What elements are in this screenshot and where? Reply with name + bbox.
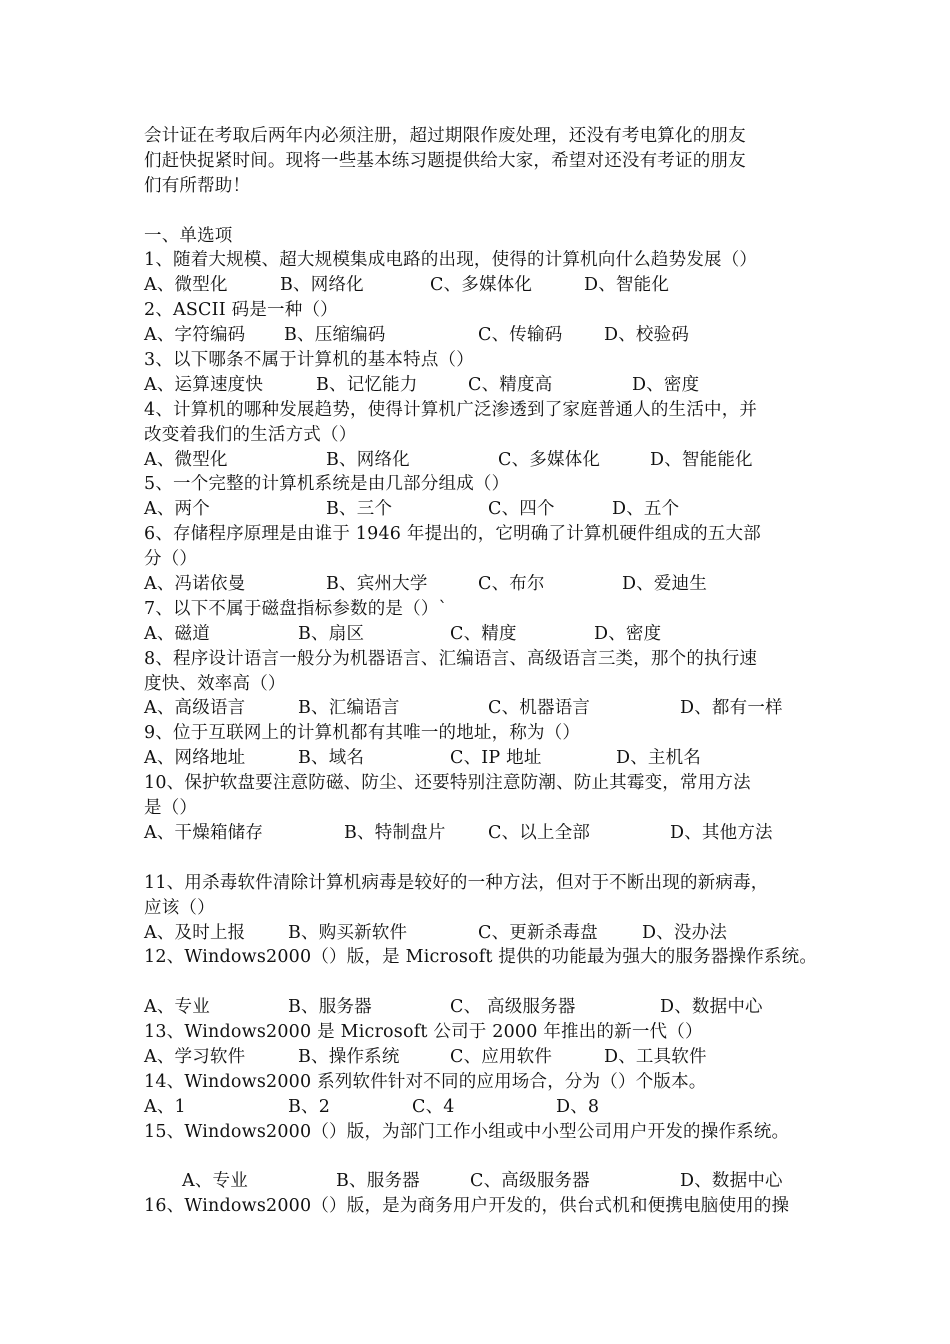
intro-line: 会计证在考取后两年内必须注册，超过期限作废处理，还没有考电算化的朋友: [144, 126, 746, 146]
option-row: [144, 921, 824, 946]
option-d: D、五个: [612, 499, 680, 520]
question-text: 8、程序设计语言一般分为机器语言、汇编语言、高级语言三类，那个的执行速: [144, 648, 758, 669]
question-text: 6、存储程序原理是由谁于 1946 年提出的，它明确了计算机硬件组成的五大部: [144, 524, 761, 545]
question-text: 分（）: [144, 549, 198, 570]
option-row: [144, 746, 824, 771]
option-row: [144, 273, 824, 298]
option-c: C、精度: [450, 623, 517, 644]
question-text: 9、位于互联网上的计算机都有其唯一的地址，称为（）: [144, 723, 581, 744]
question-text: 10、保护软盘要注意防磁、防尘、还要特别注意防潮、防止其霉变，常用方法: [144, 773, 751, 794]
option-b: B、扇区: [298, 623, 365, 644]
option-d: D、其他方法: [670, 822, 773, 843]
option-c: C、传输码: [478, 325, 563, 346]
option-a: A、两个: [144, 499, 210, 520]
option-a: A、专业: [182, 1171, 248, 1192]
option-d: D、密度: [632, 374, 700, 395]
option-a: A、冯诺依曼: [144, 574, 246, 595]
option-a: A、微型化: [144, 449, 228, 470]
option-row: [144, 1045, 824, 1070]
option-d: D、爱迪生: [622, 574, 708, 595]
option-a: A、微型化: [144, 275, 228, 296]
option-d: D、主机名: [616, 748, 702, 769]
option-row: [144, 1169, 824, 1194]
option-row: [144, 572, 824, 597]
option-c: C、以上全部: [488, 822, 591, 843]
option-a: A、高级语言: [144, 698, 246, 719]
option-b: B、网络化: [326, 449, 410, 470]
question-text: 度快、效率高（）: [144, 673, 286, 694]
option-a: A、字符编码: [144, 325, 246, 346]
option-row: [144, 622, 824, 647]
question-text: 12、Windows2000（）版，是 Microsoft 提供的功能最为强大的服务器操作系统。: [144, 947, 818, 968]
option-b: B、2: [288, 1096, 331, 1117]
document-body: [144, 124, 824, 1219]
blank-line: [144, 1145, 824, 1170]
question-text: 11、用杀毒软件清除计算机病毒是较好的一种方法，但对于不断出现的新病毒，: [144, 872, 769, 893]
option-b: B、服务器: [288, 997, 372, 1018]
question-text: 1、随着大规模、超大规模集成电路的出现，使得的计算机向什么趋势发展（）: [144, 250, 758, 271]
question-text: 4、计算机的哪种发展趋势，使得计算机广泛渗透到了家庭普通人的生活中，并: [144, 399, 758, 420]
option-d: D、数据中心: [660, 997, 763, 1018]
option-c: C、机器语言: [488, 698, 591, 719]
question-text: 改变着我们的生活方式（）: [144, 424, 357, 445]
option-row: [144, 696, 824, 721]
option-b: B、宾州大学: [326, 574, 428, 595]
question-text: 14、Windows2000 系列软件针对不同的应用场合，分为（）个版本。: [144, 1071, 707, 1092]
option-c: C、四个: [488, 499, 555, 520]
option-d: D、8: [556, 1096, 600, 1117]
intro-line: 们有所帮助！: [144, 175, 251, 196]
question-text: 16、Windows2000（）版，是为商务用户开发的，供台式机和便携电脑使用的操: [144, 1196, 790, 1217]
option-b: B、汇编语言: [298, 698, 400, 719]
option-b: B、特制盘片: [344, 822, 446, 843]
question-text: 5、一个完整的计算机系统是由几部分组成（）: [144, 474, 510, 495]
option-b: B、服务器: [336, 1171, 420, 1192]
question-text: 应该（）: [144, 897, 215, 918]
option-a: A、干燥箱储存: [144, 822, 264, 843]
option-d: D、密度: [594, 623, 662, 644]
option-a: A、学习软件: [144, 1046, 246, 1067]
option-a: A、网络地址: [144, 748, 246, 769]
option-c: C、多媒体化: [430, 275, 533, 296]
option-row: [144, 1095, 824, 1120]
option-c: C、应用软件: [450, 1046, 553, 1067]
option-a: A、运算速度快: [144, 374, 264, 395]
option-c: C、多媒体化: [498, 449, 601, 470]
option-d: D、没办法: [642, 922, 728, 943]
option-row: [144, 821, 824, 846]
option-row: [144, 323, 824, 348]
option-d: D、校验码: [604, 325, 690, 346]
section-title: 一、单选项: [144, 225, 233, 246]
question-text: 15、Windows2000（）版，为部门工作小组或中小型公司用户开发的操作系统。: [144, 1121, 790, 1142]
option-c: C、IP 地址: [450, 748, 542, 769]
question-text: 7、以下不属于磁盘指标参数的是（）`: [144, 598, 448, 619]
option-d: D、工具软件: [604, 1046, 707, 1067]
option-b: B、记忆能力: [316, 374, 418, 395]
option-b: B、网络化: [280, 275, 364, 296]
option-row: [144, 497, 824, 522]
option-a: A、1: [144, 1096, 186, 1117]
blank-line: [144, 846, 824, 871]
option-c: C、4: [412, 1096, 455, 1117]
option-c: C、 高级服务器: [450, 997, 576, 1018]
question-text: 是（）: [144, 798, 198, 819]
option-b: B、购买新软件: [288, 922, 408, 943]
intro-line: 们赶快捉紧时间。现将一些基本练习题提供给大家，希望对还没有考证的朋友: [144, 150, 746, 171]
option-c: C、布尔: [478, 574, 545, 595]
question-text: 13、Windows2000 是 Microsoft 公司于 2000 年推出的新一代（）: [144, 1022, 703, 1043]
option-row: [144, 373, 824, 398]
option-d: D、都有一样: [680, 698, 783, 719]
option-d: D、智能能化: [650, 449, 753, 470]
option-c: C、更新杀毒盘: [478, 922, 598, 943]
option-a: A、磁道: [144, 623, 210, 644]
question-text: 3、以下哪条不属于计算机的基本特点（）: [144, 350, 474, 371]
option-b: B、三个: [326, 499, 393, 520]
option-b: B、域名: [298, 748, 365, 769]
option-c: C、精度高: [468, 374, 553, 395]
option-d: D、智能化: [584, 275, 670, 296]
option-c: C、高级服务器: [470, 1171, 590, 1192]
option-row: [144, 448, 824, 473]
option-b: B、操作系统: [298, 1046, 400, 1067]
option-row: [144, 995, 824, 1020]
option-a: A、专业: [144, 997, 210, 1018]
question-text: 2、ASCII 码是一种（）: [144, 300, 338, 321]
option-d: D、数据中心: [680, 1171, 783, 1192]
option-a: A、及时上报: [144, 922, 246, 943]
blank-line: [144, 199, 824, 224]
blank-line: [144, 970, 824, 995]
option-b: B、压缩编码: [284, 325, 386, 346]
